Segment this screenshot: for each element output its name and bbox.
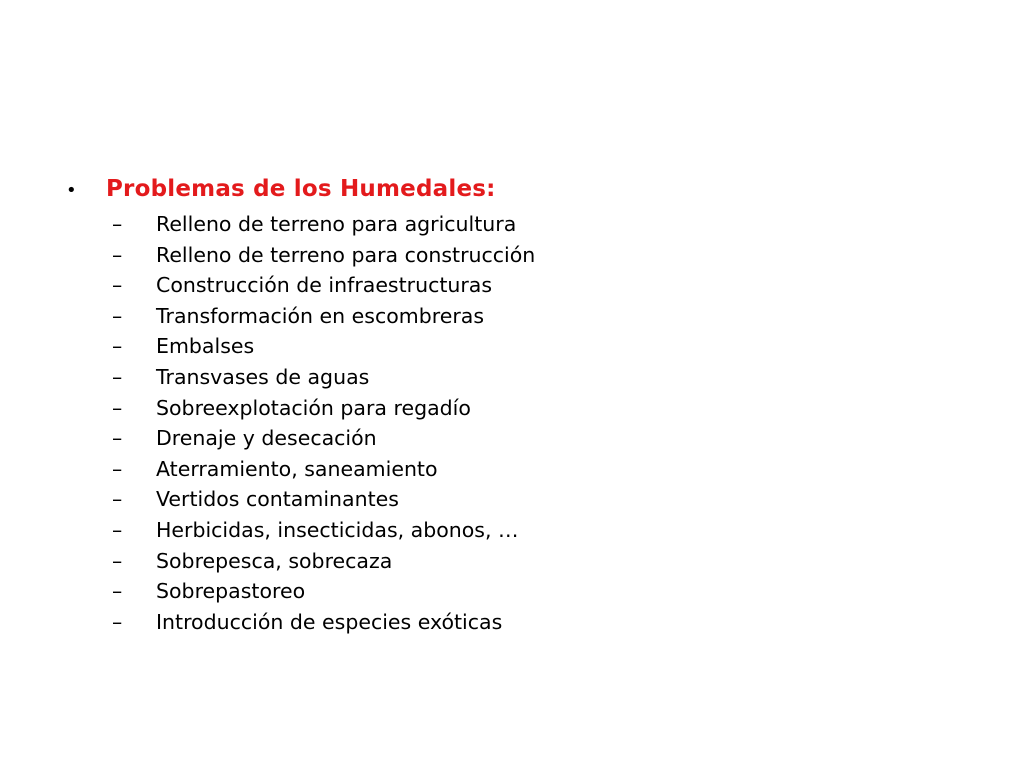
bullet-marker: • — [66, 180, 77, 201]
list-item — [60, 487, 960, 518]
list-item-text: Embalses — [156, 334, 255, 359]
dash-marker: – — [112, 212, 123, 236]
dash-marker: – — [112, 395, 123, 420]
dash-marker: – — [112, 609, 123, 634]
list-item — [60, 549, 960, 580]
list-item — [60, 579, 960, 610]
dash-marker: – — [112, 303, 123, 328]
list-item-text: Sobrepesca, sobrecaza — [156, 548, 393, 573]
list-item — [60, 365, 960, 396]
dash-marker: – — [112, 456, 123, 481]
list-item — [60, 396, 960, 427]
list-item — [60, 518, 960, 549]
dash-marker: – — [112, 364, 123, 389]
dash-marker: – — [112, 579, 123, 604]
list-item — [60, 426, 960, 457]
dash-marker: – — [112, 548, 123, 573]
list-item-text: Transformación en escombreras — [156, 303, 485, 328]
list-item-text: Relleno de terreno para agricultura — [156, 212, 517, 236]
list-item — [60, 273, 960, 304]
dash-marker: – — [112, 273, 123, 298]
list-item-text: Sobreexplotación para regadío — [156, 395, 471, 420]
list-item-text: Sobrepastoreo — [156, 579, 306, 604]
dash-marker: – — [112, 242, 123, 267]
list-item — [60, 212, 960, 243]
dash-marker: – — [112, 517, 123, 542]
problem-list — [60, 212, 960, 640]
slide-content — [60, 176, 960, 640]
dash-marker: – — [112, 487, 123, 512]
list-item — [60, 457, 960, 488]
list-item — [60, 243, 960, 274]
dash-marker: – — [112, 334, 123, 359]
list-item-text: Introducción de especies exóticas — [156, 609, 503, 634]
list-item-text: Herbicidas, insecticidas, abonos, … — [156, 517, 519, 542]
list-item-text: Construcción de infraestructuras — [156, 273, 493, 298]
list-item — [60, 334, 960, 365]
slide-heading: Problemas de los Humedales: — [106, 176, 496, 202]
list-item-text: Drenaje y desecación — [156, 426, 377, 451]
list-item-text: Relleno de terreno para construcción — [156, 242, 536, 267]
list-item-text: Transvases de aguas — [156, 364, 370, 389]
list-item — [60, 304, 960, 335]
dash-marker: – — [112, 426, 123, 451]
list-item-text: Vertidos contaminantes — [156, 487, 399, 512]
list-item — [60, 610, 960, 641]
list-item-text: Aterramiento, saneamiento — [156, 456, 438, 481]
heading-row — [60, 176, 960, 212]
